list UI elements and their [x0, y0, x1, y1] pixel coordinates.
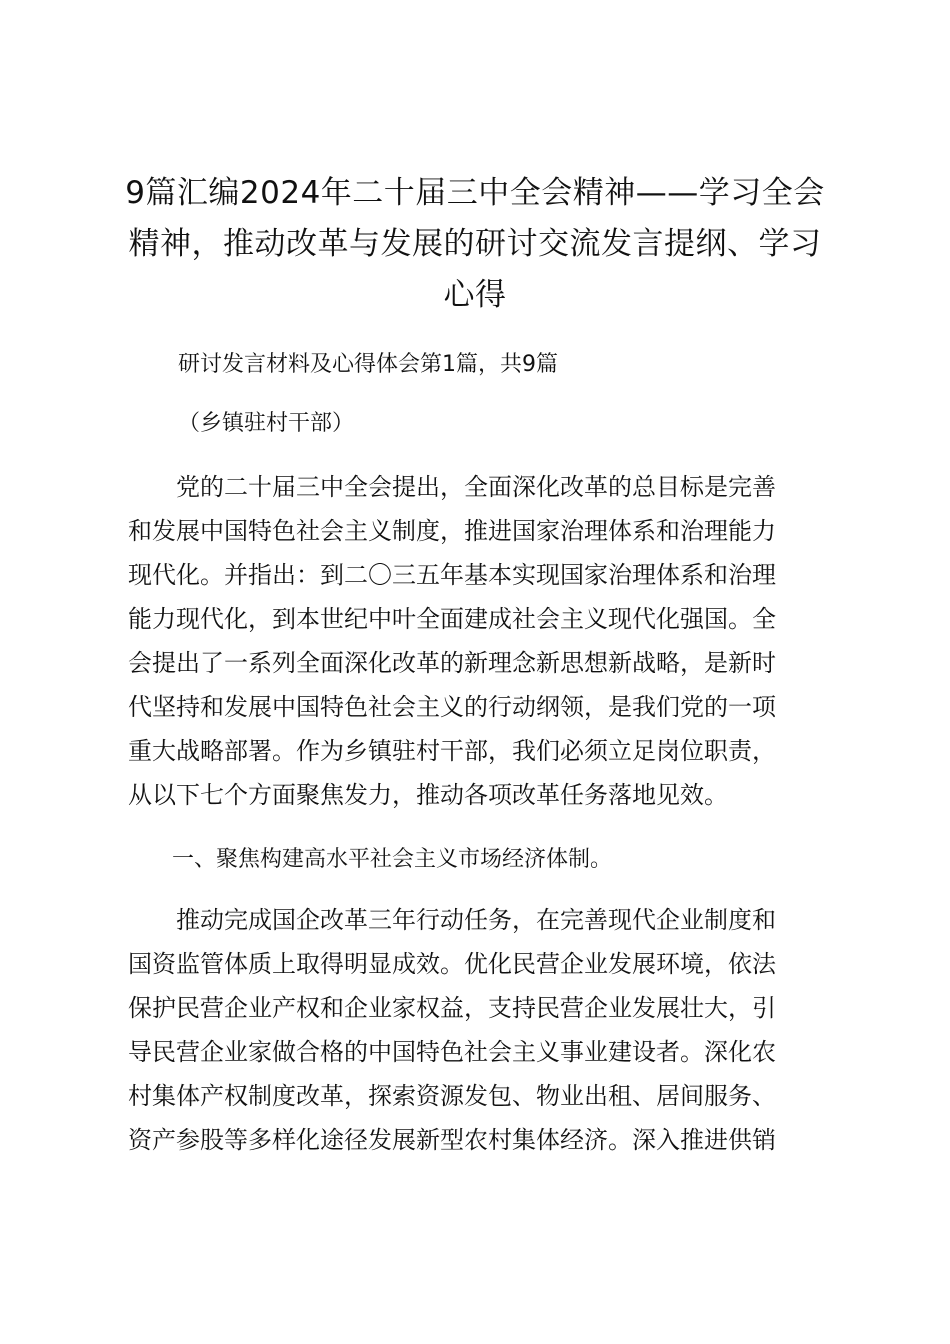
paragraph-line: 重大战略部署。作为乡镇驻村干部，我们必须立足岗位职责，	[128, 737, 776, 765]
document-subtitle: 研讨发言材料及心得体会第1篇，共9篇	[178, 352, 558, 377]
paragraph-line: 国资监管体质上取得明显成效。优化民营企业发展环境，依法	[128, 950, 776, 978]
paragraph-line: 和发展中国特色社会主义制度，推进国家治理体系和治理能力	[128, 517, 776, 545]
document-title: 9篇汇编2024年二十届三中全会精神——学习全会精神，推动改革与发展的研讨交流发言提纲、学习心得	[125, 175, 825, 313]
paragraph-line: 资产参股等多样化途径发展新型农村集体经济。深入推进供销	[128, 1126, 776, 1154]
section-heading: 一、聚焦构建高水平社会主义市场经济体制。	[128, 847, 613, 872]
paragraph-line: 代坚持和发展中国特色社会主义的行动纲领，是我们党的一项	[128, 693, 776, 721]
paragraph-line: 保护民营企业产权和企业家权益，支持民营企业发展壮大，引	[128, 994, 776, 1022]
paragraph-line: 会提出了一系列全面深化改革的新理念新思想新战略，是新时	[128, 649, 776, 677]
paragraph-line: 党的二十届三中全会提出，全面深化改革的总目标是完善	[128, 473, 776, 501]
paragraph-line: 现代化。并指出：到二〇三五年基本实现国家治理体系和治理	[128, 561, 776, 589]
paragraph-line: 村集体产权制度改革，探索资源发包、物业出租、居间服务、	[128, 1082, 776, 1110]
paragraph-line: 从以下七个方面聚焦发力，推动各项改革任务落地见效。	[128, 781, 728, 809]
author-role: （乡镇驻村干部）	[178, 411, 355, 436]
paragraph-line: 推动完成国企改革三年行动任务，在完善现代企业制度和	[128, 906, 776, 934]
paragraph-line: 导民营企业家做合格的中国特色社会主义事业建设者。深化农	[128, 1038, 776, 1066]
paragraph-line: 能力现代化，到本世纪中叶全面建成社会主义现代化强国。全	[128, 605, 776, 633]
